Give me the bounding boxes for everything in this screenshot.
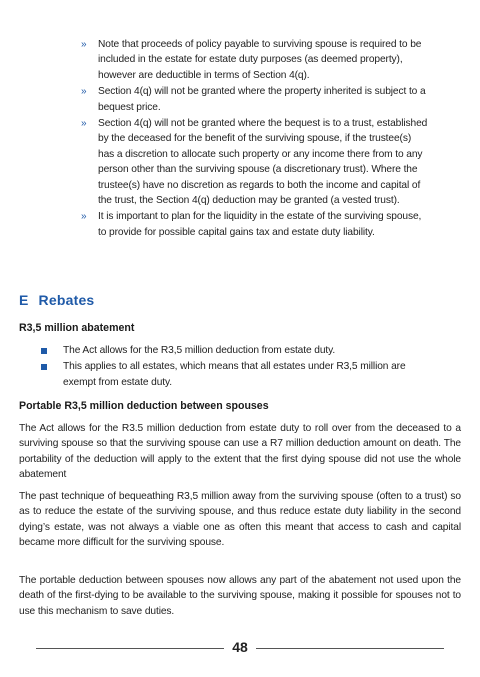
footer-rule-right	[256, 648, 444, 649]
chevron-bullet-icon: »	[81, 39, 87, 50]
list-item	[0, 359, 480, 390]
bullet-text: It is important to plan for the liquidity in the estate of the surviving spouse, to provide for possible capital gains tax and estate duty liability.	[98, 211, 422, 238]
square-bullet-icon	[41, 364, 47, 370]
paragraph: The Act allows for the R3.5 million deduction from estate duty to roll over from the deceased to a surviving spouse so that the surviving spouse can use a R7 million deduction amount on death. The portability of the deduction will apply to the extent that the first dying spouse did not use the whole abatement	[19, 423, 461, 481]
page-number: 48	[232, 639, 248, 655]
bullet-text: The Act allows for the R3,5 million deduction from estate duty.	[63, 345, 336, 356]
paragraph: The past technique of bequeathing R3,5 million away from the surviving spouse (often to a trust) so as to reduce the estate of the surviving spouse, and thus reduce estate duty liability in the second dying’s estate, was not always a viable one as often this meant that access to cash and capital became more difficult for the surviving spouse.	[19, 491, 461, 549]
list-item	[0, 37, 480, 83]
square-bullet-icon	[41, 348, 47, 354]
section-heading	[19, 292, 94, 308]
paragraph: The portable deduction between spouses now allows any part of the abatement not used upon the death of the first-dying to be available to the surviving spouse, making it possible for spouses not to use this mechanism to save duties.	[19, 575, 461, 617]
list-item	[0, 209, 480, 240]
bullet-text: This applies to all estates, which means that all estates under R3,5 million are exempt from estate duty.	[63, 361, 406, 388]
list-item	[0, 84, 480, 115]
bullet-text: Section 4(q) will not be granted where the bequest is to a trust, established by the deceased for the benefit of the surviving spouse, if the trustee(s) has a discretion to allocate such property or any income there from to any person other than the surviving spouse (a discretionary trust). Where the trustee(s) have no discretion as regards to both the income and capital of the trust, the Section 4(q) deduction may be granted (a vested trust).	[98, 118, 428, 207]
list-item	[0, 343, 480, 358]
section-title-text: Rebates	[38, 292, 95, 308]
list-item	[0, 116, 480, 208]
chevron-bullet-icon: »	[81, 118, 87, 130]
chevron-bullet-icon: »	[81, 86, 87, 98]
chevron-bullet-icon: »	[81, 211, 87, 223]
section-letter: E	[19, 292, 29, 308]
abatement-list	[0, 343, 480, 391]
portable-heading: Portable R3,5 million deduction between spouses	[19, 400, 269, 412]
page-footer	[36, 638, 444, 658]
abatement-heading: R3,5 million abatement	[19, 322, 135, 334]
bullet-text: Section 4(q) will not be granted where the property inherited is subject to a bequest price.	[98, 86, 426, 113]
bullet-text: Note that proceeds of policy payable to surviving spouse is required to be included in the estate for estate duty purposes (as deemed property), however are deductible in terms of Section 4(q).	[98, 39, 422, 81]
continued-bullet-list	[0, 37, 480, 241]
